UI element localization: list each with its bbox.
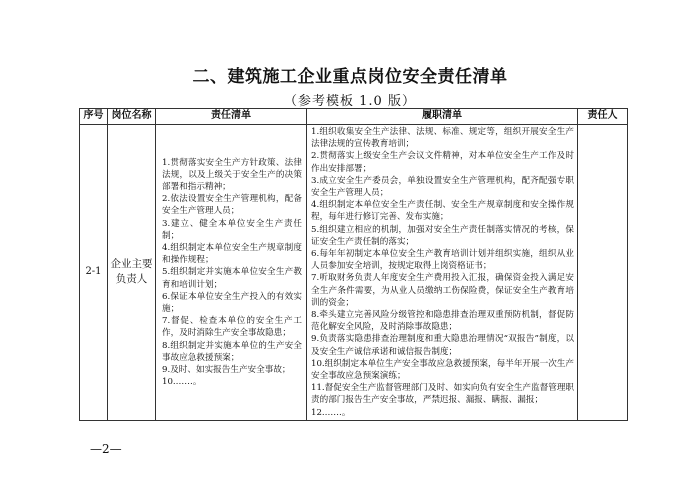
duty-item: 2.贯彻落实上级安全生产会议文件精神，对本单位安全生产工作及时作出安排部署； (311, 151, 574, 174)
duty-item: 7.听取财务负责人年度安全生产费用投入汇报，确保资金投入满足安全生产条件需要，为从业人员缴纳工伤保险费，保证安全生产教育培训的资金； (311, 273, 574, 308)
responsibility-item: 2.依法设置安全生产管理机构，配备安全生产管理人员； (162, 194, 302, 217)
responsibility-item: 3.建立、健全本单位安全生产责任制； (162, 218, 302, 241)
position-line: 负责人 (115, 273, 148, 286)
duty-item: 3.成立安全生产委员会，单独设置安全生产管理机构，配齐配强专职安全生产管理人员； (311, 175, 574, 199)
responsibility-item: 9.及时、如实报告生产安全事故； (162, 364, 291, 375)
responsibility-item: 5.组织制定并实施本单位安全生产教育和培训计划； (162, 267, 302, 290)
responsibility-item: 8.组织制定并实施本单位的生产安全事故应急救援预案； (162, 340, 302, 363)
duty-item: 8.牵头建立完善风险分级管控和隐患排查治理双重预防机制，督促防范化解安全风险，及时消除事故隐患； (311, 310, 574, 333)
duty-item: 9.负责落实隐患排查治理制度和重大隐患治理情况“双报告”制度，以及安全生产诚信承诺和诚信报告制度； (311, 334, 574, 357)
row-seq: 2-1 (80, 125, 108, 421)
responsibility-item: 6.保证本单位安全生产投入的有效实施； (162, 291, 302, 314)
duty-item: 1.组织收集安全生产法律、法规、标准、规定等，组织开展安全生产法律法规的宣传教育培训； (311, 127, 574, 150)
duty-item: 6.每年年初制定本单位安全生产教育培训计划并组织实施，组织从业人员参加安全培训，按规定取得上岗资格证书； (311, 249, 574, 272)
document-subtitle: （参考模板 1.0 版） (284, 94, 416, 109)
header-responsible-person: 责任人 (578, 109, 628, 125)
page-number: —2— (90, 442, 122, 456)
duty-item: 5.组织建立相应的机制，加强对安全生产责任制落实情况的考核，保证安全生产责任制的落实； (311, 224, 574, 247)
responsibility-item: 4.组织制定本单位安全生产规章制度和操作规程； (162, 242, 302, 266)
duty-item: 12.……。 (311, 407, 351, 418)
responsibility-item: 10.……。 (162, 377, 202, 388)
document-title: 二、建筑施工企业重点岗位安全责任清单 (192, 67, 508, 87)
responsibility-item: 7.督促、检查本单位的安全生产工作，及时消除生产安全事故隐患； (162, 316, 302, 339)
position-line: 企业主要 (110, 258, 153, 271)
header-duties: 履职清单 (307, 109, 578, 125)
row-responsible-person (578, 125, 628, 421)
row-responsibilities (156, 125, 307, 421)
table-row (80, 125, 628, 421)
row-position (108, 125, 156, 421)
header-position: 岗位名称 (108, 109, 156, 125)
duty-item: 11.督促安全生产监督管理部门及时、如实向负有安全生产监督管理职责的部门报告生产安全事故，严禁迟报、漏报、瞒报、漏报； (311, 383, 574, 406)
table-header-row (80, 109, 628, 125)
duty-item: 4.组织制定本单位安全生产责任制、安全生产规章制度和安全操作规程，每年进行修订完善、发布实施； (311, 200, 574, 223)
responsibility-table (79, 108, 628, 421)
header-seq: 序号 (80, 109, 108, 125)
responsibility-item: 1.贯彻落实安全生产方针政策、法律法规，以及上级关于安全生产的决策部署和指示精神； (162, 157, 302, 192)
duty-item: 10.组织制定本单位生产安全事故应急救援预案，每半年开展一次生产安全事故应急预案演练； (311, 358, 574, 382)
header-responsibilities: 责任清单 (156, 109, 307, 125)
row-duties (307, 125, 578, 421)
